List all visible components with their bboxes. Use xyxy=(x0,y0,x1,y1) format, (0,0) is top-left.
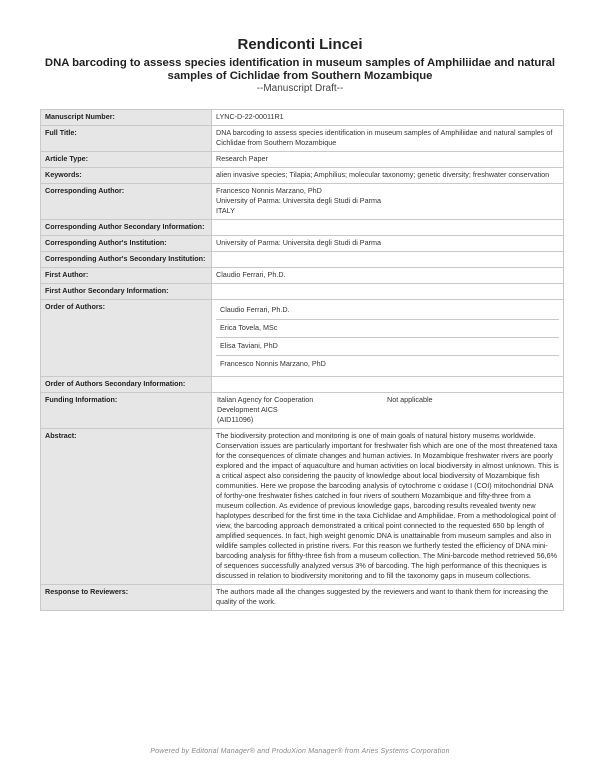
label: Corresponding Author's Secondary Institution: xyxy=(41,252,212,268)
corresponding-secondary-institution-value xyxy=(212,252,564,268)
manuscript-metadata-table xyxy=(40,109,564,611)
row-first-author xyxy=(41,268,564,284)
keywords-value: alien invasive species; Tilapia; Amphilius; molecular taxonomy; genetic diversity; freshwater conservation xyxy=(212,168,564,184)
row-abstract xyxy=(41,429,564,585)
label: Funding Information: xyxy=(41,393,212,429)
first-author-value: Claudio Ferrari, Ph.D. xyxy=(212,268,564,284)
corresponding-author-name: Francesco Nonnis Marzano, PhD xyxy=(216,186,322,195)
row-corresponding-institution xyxy=(41,236,564,252)
row-corresponding-secondary xyxy=(41,220,564,236)
author-item: Francesco Nonnis Marzano, PhD xyxy=(216,355,559,373)
label: Order of Authors Secondary Information: xyxy=(41,377,212,393)
grant-number: (AID11096) xyxy=(217,415,254,424)
row-corresponding-secondary-institution xyxy=(41,252,564,268)
recipient-cell: Not applicable xyxy=(387,395,433,404)
row-order-of-authors xyxy=(41,300,564,377)
row-first-author-secondary xyxy=(41,284,564,300)
row-funding xyxy=(41,393,564,429)
label: Article Type: xyxy=(41,152,212,168)
row-keywords xyxy=(41,168,564,184)
order-secondary-value xyxy=(212,377,564,393)
label: Corresponding Author Secondary Information: xyxy=(41,220,212,236)
label: Corresponding Author's Institution: xyxy=(41,236,212,252)
label: Manuscript Number: xyxy=(41,110,212,126)
row-article-type xyxy=(41,152,564,168)
funder-name: Italian Agency for Cooperation Development AICS xyxy=(217,395,314,414)
label: Abstract: xyxy=(41,429,212,585)
row-manuscript-number xyxy=(41,110,564,126)
corresponding-author-value xyxy=(212,184,564,220)
journal-name: Rendiconti Lincei xyxy=(237,36,363,53)
label: Corresponding Author: xyxy=(41,184,212,220)
manuscript-number-value: LYNC-D-22-00011R1 xyxy=(212,110,564,126)
corresponding-secondary-value xyxy=(212,220,564,236)
full-title-value: DNA barcoding to assess species identification in museum samples of Amphiliidae and natural samples of Cichlidae from Southern Mozambique xyxy=(212,126,564,152)
row-response xyxy=(41,585,564,611)
order-of-authors-list xyxy=(212,300,564,377)
row-order-secondary xyxy=(41,377,564,393)
draft-label: --Manuscript Draft-- xyxy=(256,83,344,94)
response-text: The authors made all the changes suggested by the reviewers and want to thank them for increasing the quality of the work. xyxy=(212,585,564,611)
row-full-title xyxy=(41,126,564,152)
corresponding-author-country: ITALY xyxy=(216,206,235,215)
label: First Author Secondary Information: xyxy=(41,284,212,300)
label: Response to Reviewers: xyxy=(41,585,212,611)
abstract-text: The biodiversity protection and monitoring is one of main goals of natural history musems worldwide. Conservation issues are particularly important for freshwater fish which are one of the most threatened taxa for the consequences of climate changes and human activies. In Mozambique freshwater rivers are poorly explored and the impact of aquaculture and human activities on local biodiversity in almost unknown. This is a critical aspect also considering the paucity of knowledge about local biodiversity of Mozambique fish communities. Here we propose the barcoding analysis of cytochrome c oxidase I (COI) mitochondrial DNA of forthy-one freshwater fishes catched in four rivers of southern Mozambique and fifty-three from a museum collection. As evidence of previous knowledge gaps, barcoding results revealed twenty new haplotypes described for the first time in the taxa Cichlidae and Amphilidae. From a methodological point of view, the barcoding approach demonstrated a critical point connected to the requested 650 bp length of amplified sequences. In fact, high weight genomic DNA is unattainable from museum samples and also in wildlife samples collected in pristine rivers. For this reason we furtherly tested the efficiency of DNA mini-barcoding analysis for fifthy-three fish from a museum collection. The Mini-barcode method retrieved 56,6% of sequences successfully analyzed versus 3% of barcoding. The high performance of this thecniques is discussed in relation to biodiversity monitoring and to fill the taxonomy gaps in museum collections. xyxy=(212,429,564,585)
author-item: Erica Tovela, MSc xyxy=(216,319,559,337)
funding-value xyxy=(212,393,564,429)
corresponding-author-affiliation: University of Parma: Universita degli Studi di Parma xyxy=(216,196,381,205)
label: Full Title: xyxy=(41,126,212,152)
row-corresponding-author xyxy=(41,184,564,220)
author-item: Elisa Taviani, PhD xyxy=(216,337,559,355)
author-item: Claudio Ferrari, Ph.D. xyxy=(220,305,290,314)
label: First Author: xyxy=(41,268,212,284)
manuscript-title: DNA barcoding to assess species identification in museum samples of Amphiliidae and natural samples of Cichlidae from Southern Mozambique xyxy=(44,57,556,82)
label: Keywords: xyxy=(41,168,212,184)
first-author-secondary-value xyxy=(212,284,564,300)
corresponding-institution-value: University of Parma: Universita degli Studi di Parma xyxy=(212,236,564,252)
article-type-value: Research Paper xyxy=(212,152,564,168)
funder-cell xyxy=(216,395,387,425)
footer-credit: Powered by Editorial Manager® and ProduXion Manager® from Aries Systems Corporation xyxy=(150,748,450,755)
label: Order of Authors: xyxy=(41,300,212,377)
funding-table xyxy=(216,395,559,425)
